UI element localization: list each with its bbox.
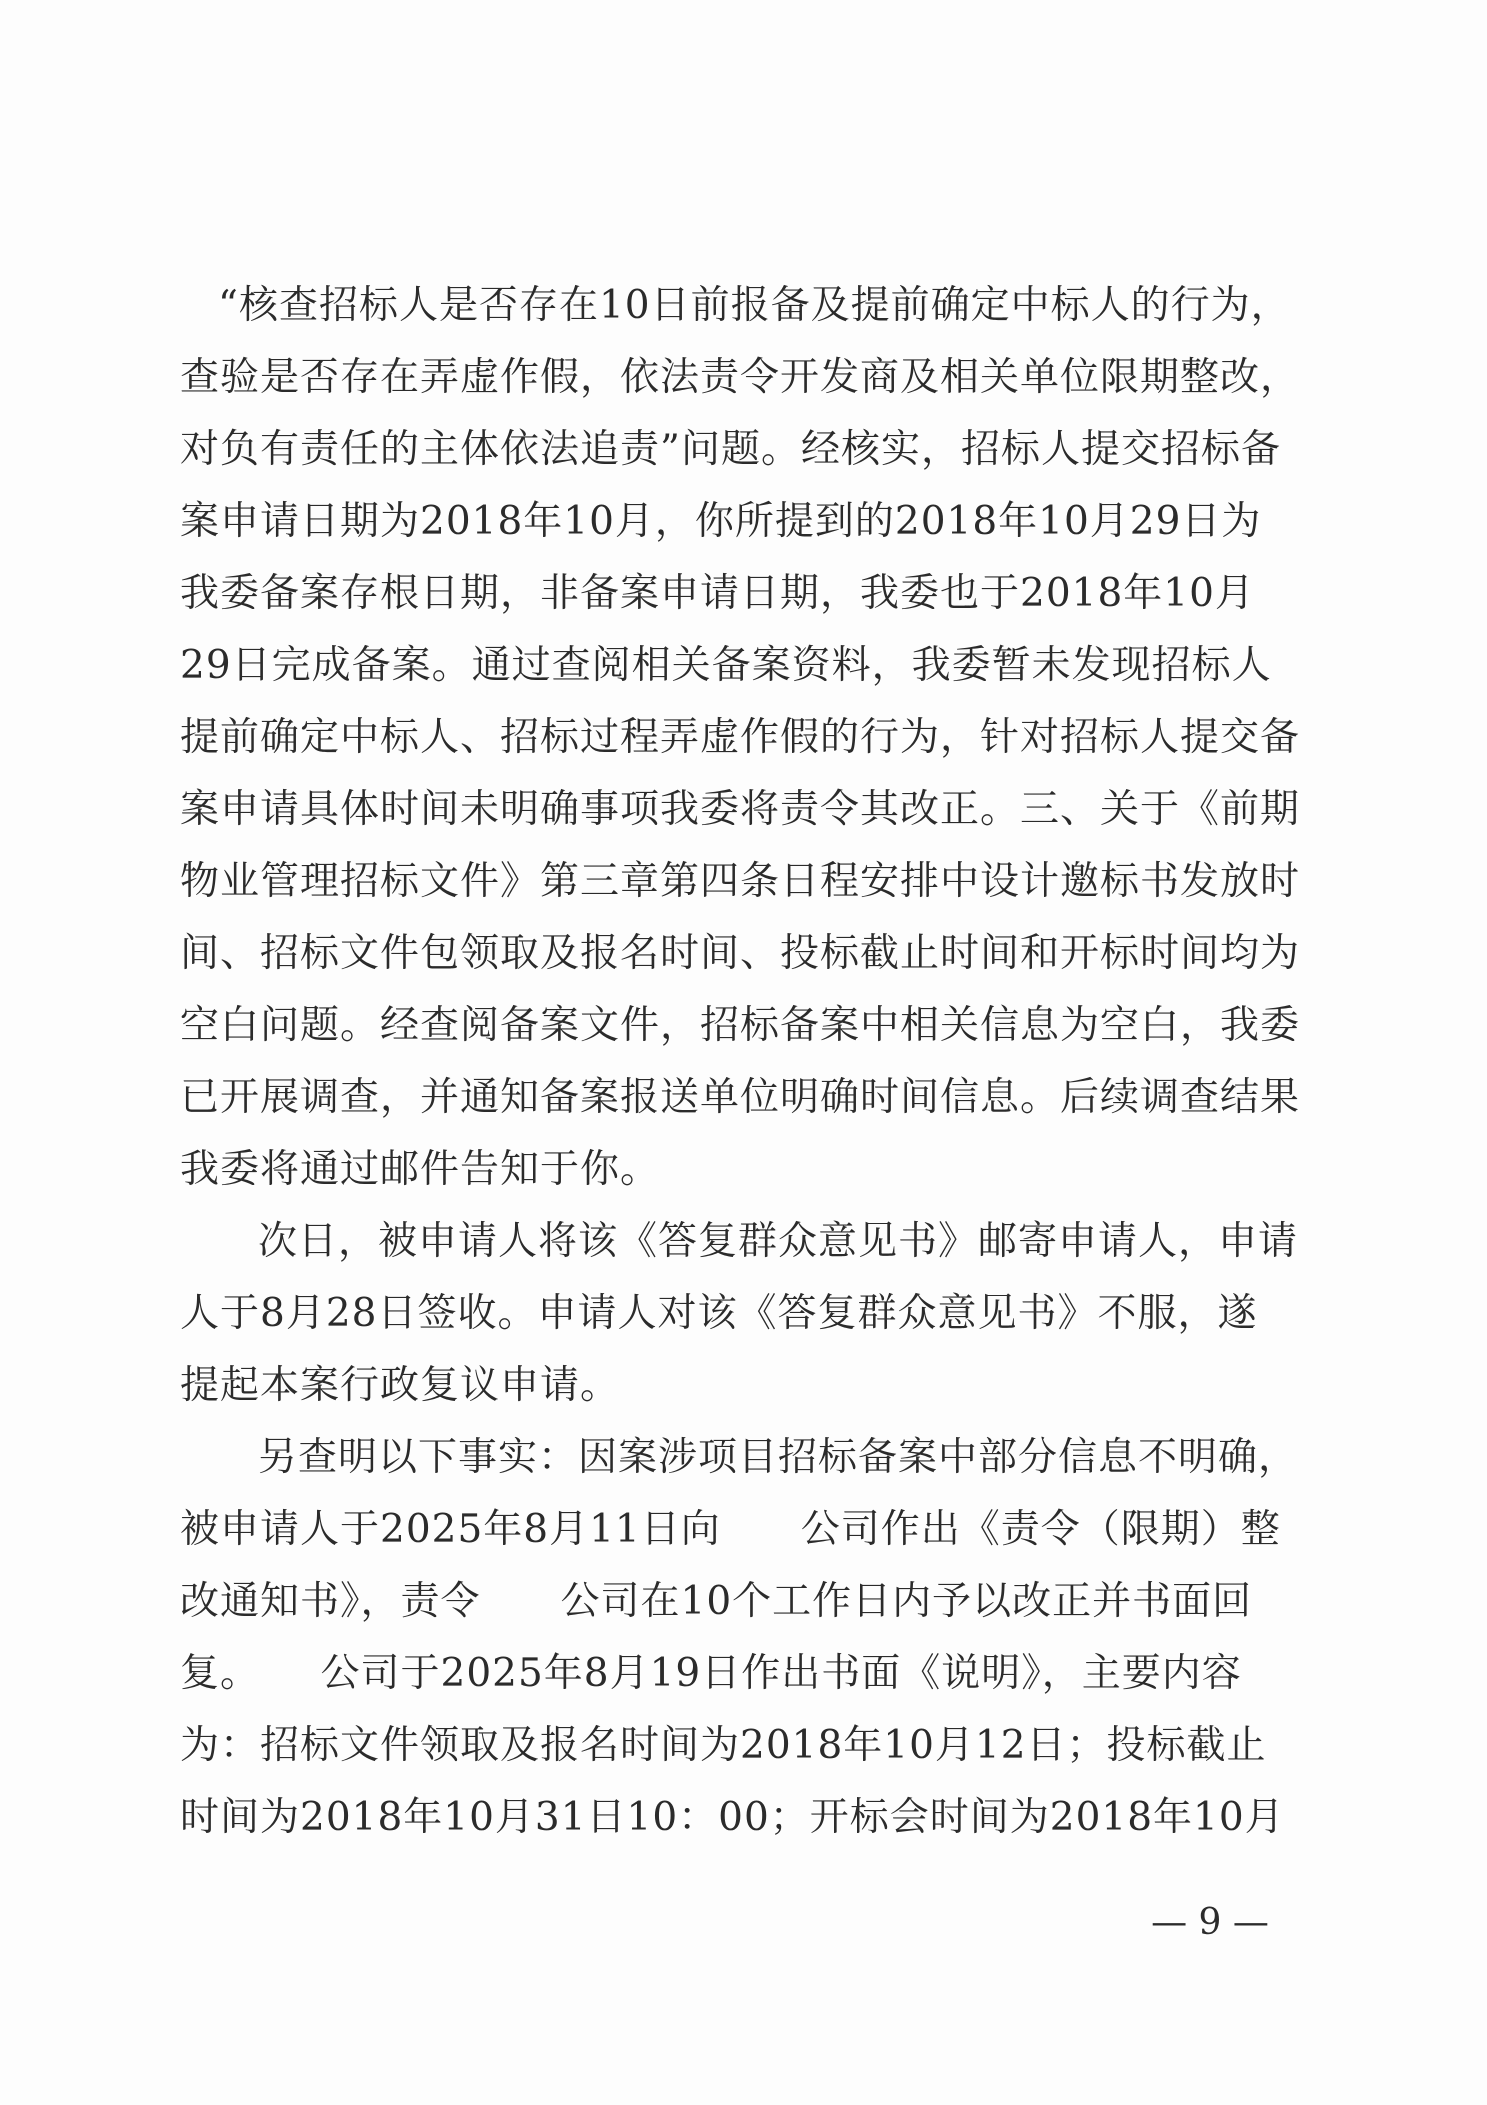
text-line: “核查招标人是否存在10日前报备及提前确定中标人的行为，: [218, 283, 1291, 328]
text-line: 空白问题。经查阅备案文件，招标备案中相关信息为空白，我委: [180, 1003, 1301, 1048]
text-line: 次日，被申请人将该《答复群众意见书》邮寄申请人，申请: [258, 1219, 1299, 1264]
text-line: 已开展调查，并通知备案报送单位明确时间信息。后续调查结果: [180, 1075, 1301, 1120]
text-line: 我委备案存根日期，非备案申请日期，我委也于2018年10月: [180, 571, 1255, 616]
text-line: 提前确定中标人、招标过程弄虚作假的行为，针对招标人提交备: [180, 715, 1301, 760]
text-line: 我委将通过邮件告知于你。: [180, 1147, 661, 1192]
text-line: 复。 公司于2025年8月19日作出书面《说明》，主要内容: [180, 1651, 1242, 1696]
text-line: 物业管理招标文件》第三章第四条日程安排中设计邀标书发放时: [180, 859, 1301, 904]
text-line: 对负有责任的主体依法追责”问题。经核实，招标人提交招标备: [180, 427, 1281, 472]
text-line: 为：招标文件领取及报名时间为2018年10月12日；投标截止: [180, 1723, 1267, 1768]
text-line: 时间为2018年10月31日10：00；开标会时间为2018年10月: [180, 1795, 1285, 1840]
text-line: 改通知书》，责令 公司在10个工作日内予以改正并书面回: [180, 1579, 1253, 1624]
text-line: 人于8月28日签收。申请人对该《答复群众意见书》不服，遂: [180, 1291, 1258, 1336]
text-line: 被申请人于2025年8月11日向 公司作出《责令（限期）整: [180, 1507, 1281, 1552]
text-line: 案申请具体时间未明确事项我委将责令其改正。三、关于《前期: [180, 787, 1301, 832]
text-line: 间、招标文件包领取及报名时间、投标截止时间和开标时间均为: [180, 931, 1301, 976]
text-line: 案申请日期为2018年10月，你所提到的2018年10月29日为: [180, 499, 1262, 544]
text-line: 另查明以下事实：因案涉项目招标备案中部分信息不明确，: [258, 1435, 1299, 1480]
page-number: — 9 —: [1151, 1902, 1269, 1943]
text-line: 提起本案行政复议申请。: [180, 1363, 621, 1408]
text-line: 查验是否存在弄虚作假，依法责令开发商及相关单位限期整改，: [180, 355, 1301, 400]
text-line: 29日完成备案。通过查阅相关备案资料，我委暂未发现招标人: [180, 643, 1272, 688]
